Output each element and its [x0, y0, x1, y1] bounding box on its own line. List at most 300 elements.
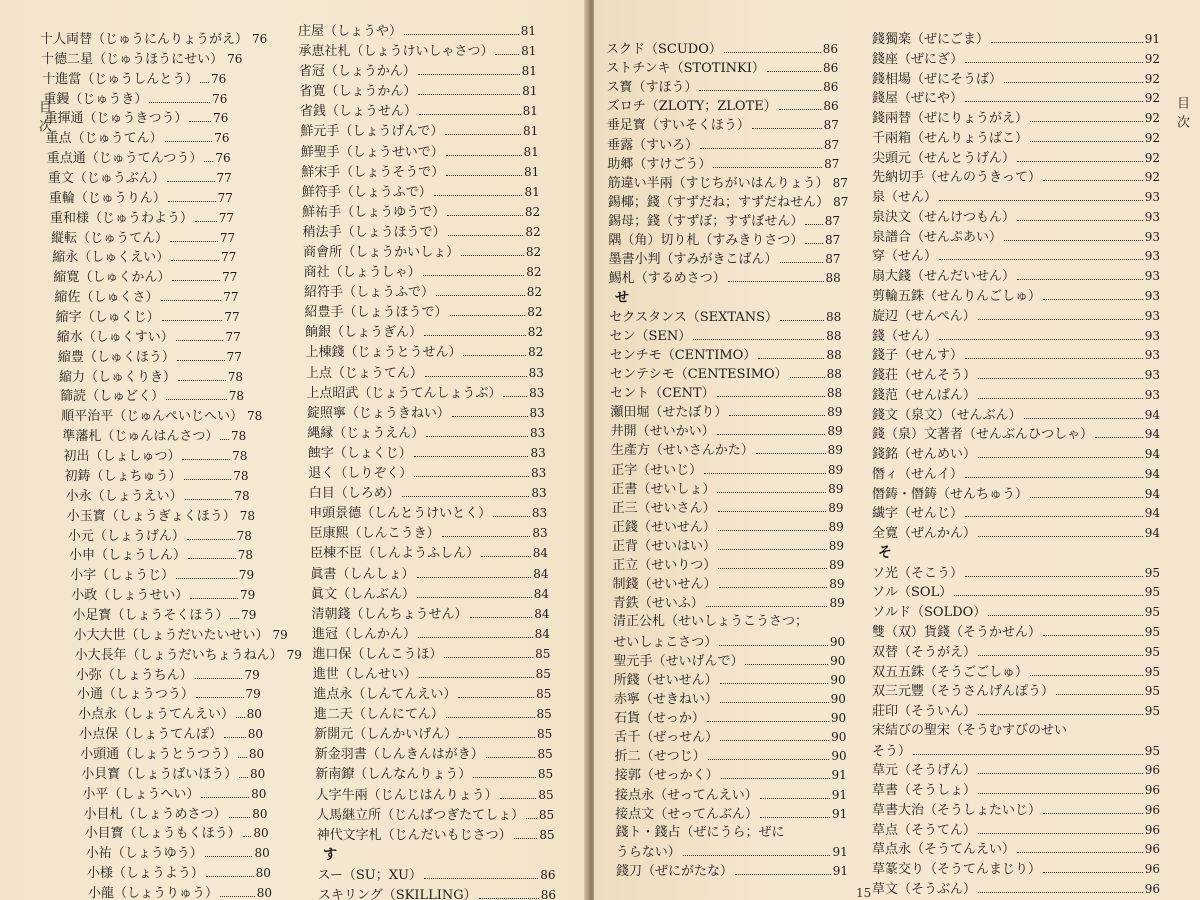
dot-leader	[444, 645, 533, 658]
index-entry	[872, 327, 1160, 345]
dot-leader	[238, 745, 247, 758]
dot-leader	[965, 50, 1143, 63]
index-entry	[53, 268, 237, 286]
entry-page-number: 82	[528, 345, 544, 360]
index-entry	[872, 485, 1160, 503]
dot-leader	[752, 116, 822, 129]
entry-page-number: 87	[823, 118, 839, 133]
entry-term: 清正公札（せいしょうこうさつ；	[612, 614, 808, 630]
index-entry	[872, 247, 1160, 265]
entry-term: 新金羽書（しんきんはがき）	[314, 747, 484, 763]
dot-leader	[780, 308, 824, 321]
index-entry	[872, 860, 1160, 878]
entry-term: 草篆交り（そうてんまじり）	[872, 862, 1042, 878]
entry-page-number: 80	[251, 786, 267, 801]
dot-leader	[436, 283, 525, 296]
entry-page-number: 85	[536, 707, 552, 722]
entry-page-number: 93	[1144, 288, 1160, 303]
index-entry	[608, 231, 840, 249]
entry-term: 正三（せいさん）	[611, 500, 716, 516]
entry-page-number: 89	[829, 577, 845, 592]
dot-leader	[954, 583, 1143, 596]
entry-page-number: 85	[535, 646, 551, 661]
dot-leader	[425, 364, 527, 377]
index-entry	[307, 424, 545, 442]
index-entry	[610, 365, 842, 383]
dot-leader	[978, 821, 1143, 834]
entry-term: 莊印（そういん）	[872, 704, 977, 720]
entry-page-number: 92	[1144, 150, 1160, 165]
entry-term: 正書（せいしょ）	[611, 481, 716, 497]
entry-term: ソルド（SOLDO）	[872, 605, 987, 621]
dot-leader	[442, 524, 531, 537]
entry-term: 井開（せいかい）	[610, 424, 715, 440]
entry-page-number: 96	[1144, 802, 1160, 817]
entry-term: 小点永（しょうてんえい）	[77, 707, 234, 723]
entry-term: 隅（角）切り札（すみきりさつ）	[608, 233, 804, 249]
entry-term: 生產方（せいさんかた）	[610, 443, 754, 459]
entry-term: 縄縁（じょうえん）	[307, 425, 425, 441]
entry-term: 双五五銖（そうごごしゅ）	[872, 664, 1029, 680]
entry-term: 小祐（しょうゆう）	[85, 846, 203, 862]
dot-leader	[176, 566, 237, 579]
side-label-left: 目次	[36, 100, 51, 138]
entry-page-number: 93	[1144, 229, 1160, 244]
index-entry	[610, 403, 842, 421]
entry-term: 旋辺（せんぺん）	[872, 308, 976, 324]
entry-term: セン（SEN）	[609, 328, 692, 344]
index-entry	[305, 323, 543, 341]
entry-term: 瀬田堀（せたぼり）	[610, 405, 728, 421]
dot-leader	[185, 487, 233, 500]
entry-page-number: 86	[540, 867, 556, 882]
dot-leader	[1030, 485, 1143, 498]
index-entry	[47, 149, 231, 167]
index-entry	[872, 524, 1160, 542]
entry-term: 準藩札（じゅんはんさつ）	[62, 429, 219, 445]
dot-leader	[172, 268, 220, 281]
entry-term: 縮永（しゅくえい）	[52, 250, 170, 266]
entry-term: 白目（しろめ）	[308, 486, 400, 502]
entry-term: 草元（そうげん）	[872, 763, 977, 779]
index-entry	[61, 407, 263, 425]
dot-leader	[704, 461, 826, 474]
index-entry	[872, 564, 1160, 582]
index-entry	[607, 193, 849, 211]
section-heading: す	[323, 846, 338, 863]
section-heading: せ	[615, 289, 630, 306]
entry-term: 臣棟不臣（しんようふしん）	[310, 546, 480, 562]
entry-term: 錢銘（せんめい）	[872, 447, 977, 463]
entry-page-number: 83	[531, 506, 548, 521]
entry-term: 鮮聖手（しょうせいで）	[300, 144, 444, 160]
entry-page-number: 92	[1144, 71, 1160, 86]
entry-term: 重鏝（じゅうき）	[43, 91, 148, 107]
entry-term: 商會所（しょうかいしょ）	[303, 245, 460, 261]
entry-page-number: 89	[828, 519, 844, 534]
dot-leader	[683, 843, 831, 856]
entry-page-number: 83	[530, 425, 546, 440]
entry-page-number: 83	[530, 445, 546, 460]
entry-term: 十進當（じゅうしんとう）	[42, 71, 199, 87]
entry-page-number: 83	[530, 466, 547, 481]
entry-term: 扇大錢（せんだいせん）	[872, 269, 1016, 285]
dot-leader	[195, 209, 217, 222]
entry-page-number: 80	[247, 727, 264, 742]
entry-page-number: 85	[537, 767, 554, 782]
index-entry	[872, 663, 1160, 681]
entry-page-number: 80	[256, 886, 272, 900]
entry-term: スクド（SCUDO）	[606, 42, 722, 57]
entry-term: スー（SU；XU）	[317, 867, 422, 883]
dot-leader	[1043, 168, 1143, 181]
index-entry	[615, 786, 847, 804]
dot-leader	[719, 633, 828, 646]
entry-page-number: 86	[540, 888, 556, 900]
entry-term: 紹符手（しょうふで）	[304, 285, 435, 301]
index-entry	[607, 116, 839, 134]
entry-page-number: 79	[245, 687, 261, 702]
dot-leader	[978, 880, 1143, 893]
dot-leader	[419, 665, 534, 678]
entry-page-number: 94	[1144, 506, 1160, 521]
entry-term: うらない）	[615, 844, 681, 860]
index-entry	[872, 702, 1160, 720]
index-entry	[49, 189, 233, 207]
entry-term: 草文（そうぶん）	[872, 882, 977, 897]
entry-page-number: 88	[825, 271, 841, 286]
entry-page-number: 95	[1144, 585, 1160, 600]
entry-page-number: 94	[1144, 526, 1160, 541]
entry-page-number: 86	[822, 61, 839, 76]
dot-leader	[721, 766, 830, 779]
entry-term: 縮力（しゅくりき）	[58, 369, 176, 385]
index-entry	[872, 70, 1160, 88]
index-entry	[607, 136, 839, 154]
index-entry	[613, 633, 845, 651]
entry-term: 接点永（せってんえい）	[615, 787, 758, 803]
entry-page-number: 89	[828, 481, 844, 496]
entry-page-number: 85	[536, 727, 553, 742]
index-entry	[612, 518, 844, 536]
index-entry	[299, 82, 537, 100]
entry-page-number: 78	[246, 409, 263, 424]
index-entry	[313, 685, 551, 703]
entry-page-number: 84	[533, 586, 550, 601]
dot-leader	[167, 169, 215, 182]
entry-page-number: 90	[830, 672, 846, 687]
dot-leader	[706, 594, 828, 607]
entry-term: 泉（せん）	[872, 190, 938, 206]
entry-page-number: 81	[522, 104, 538, 119]
entry-page-number: 93	[1144, 348, 1160, 363]
entry-page-number: 77	[216, 171, 232, 186]
index-entry	[606, 40, 838, 58]
entry-page-number: 95	[1144, 664, 1160, 679]
index-entry	[611, 480, 843, 498]
entry-page-number: 83	[529, 385, 545, 400]
index-entry	[872, 406, 1160, 424]
dot-leader	[184, 467, 232, 480]
entry-page-number: 89	[829, 596, 845, 611]
entry-page-number: 81	[523, 164, 540, 179]
entry-term: 進冠（しんかん）	[311, 626, 416, 642]
dot-leader	[171, 248, 219, 261]
entry-page-number: 89	[828, 558, 845, 573]
entry-page-number: 87	[823, 137, 840, 152]
dot-leader	[728, 269, 824, 282]
entry-page-number: 87	[825, 233, 841, 248]
index-entry	[310, 524, 548, 542]
dot-leader	[965, 504, 1143, 517]
index-entry	[300, 102, 538, 120]
entry-term: 小申（しょうしん）	[69, 548, 187, 564]
entry-term: 先納切手（せんのうきって）	[872, 170, 1042, 186]
dot-leader	[424, 323, 526, 336]
entry-term: 重揮通（じゅうきつう）	[44, 111, 188, 127]
index-entry	[872, 742, 1160, 760]
index-entry	[872, 307, 1160, 325]
entry-page-number: 79	[286, 647, 302, 662]
entry-page-number: 76	[213, 111, 229, 126]
index-entry	[303, 243, 541, 261]
entry-page-number: 79	[244, 667, 260, 682]
index-entry	[71, 586, 255, 604]
entry-term: 省寛（しょうかん）	[299, 84, 417, 100]
dot-leader	[493, 504, 530, 517]
entry-term: 折二（せつじ）	[614, 749, 706, 765]
index-entry	[609, 269, 841, 287]
entry-page-number: 84	[534, 606, 550, 621]
index-entry	[872, 603, 1160, 621]
entry-term: 上点（じょうてん）	[305, 365, 423, 381]
dot-leader	[724, 40, 821, 53]
entry-term: 省銭（しょうせん）	[299, 104, 417, 120]
index-entry	[308, 464, 546, 482]
entry-page-number: 96	[1144, 862, 1160, 877]
dot-leader	[1024, 406, 1143, 419]
dot-leader	[176, 328, 224, 341]
entry-page-number: 82	[524, 204, 541, 219]
entry-term: 草書（そうしょ）	[872, 783, 977, 799]
dot-leader	[178, 368, 226, 381]
dot-leader	[448, 223, 524, 236]
index-entry	[609, 308, 841, 326]
entry-term: 所錢（せいせん）	[613, 672, 718, 688]
dot-leader	[1056, 682, 1143, 695]
dot-leader	[190, 586, 238, 599]
index-entry	[318, 886, 556, 900]
index-entry	[612, 537, 844, 555]
entry-term: 僭ィ（せんイ）	[872, 466, 964, 482]
entry-page-number: 77	[222, 270, 238, 285]
index-entry	[76, 666, 260, 684]
entry-term: ストチンキ（STOTINKI）	[606, 61, 765, 77]
index-entry	[872, 188, 1160, 206]
entry-page-number: 91	[831, 768, 847, 783]
dot-leader	[486, 745, 536, 758]
dot-leader	[514, 826, 538, 839]
entry-page-number: 95	[1144, 565, 1160, 580]
entry-page-number: 77	[225, 329, 241, 344]
index-entry	[316, 806, 554, 824]
entry-term: 小大長年（しょうだいちょうねん）	[74, 647, 283, 663]
index-entry	[613, 613, 845, 631]
index-entry	[306, 384, 544, 402]
entry-term: 小弥（しょうちん）	[75, 667, 193, 683]
entry-term: 舌千（ぜっせん）	[614, 730, 719, 746]
entry-page-number: 77	[223, 290, 239, 305]
entry-term: 錫椰；錢（すずだね；すずだねせん）	[607, 194, 830, 210]
entry-page-number: 95	[1144, 743, 1160, 758]
entry-term: スキリング（SKILLING）	[318, 888, 477, 900]
dot-leader	[220, 884, 255, 897]
dot-leader	[526, 806, 537, 819]
dot-leader	[446, 705, 535, 718]
dot-leader	[188, 546, 236, 559]
index-entry	[315, 765, 553, 783]
entry-page-number: 92	[1144, 170, 1160, 185]
entry-page-number: 81	[523, 144, 539, 159]
dot-leader	[939, 188, 1143, 201]
entry-term: 新開元（しんかいげん）	[314, 727, 458, 743]
entry-page-number: 91	[831, 787, 848, 802]
dot-leader	[978, 366, 1143, 379]
entry-term: 聖元手（せいげんで）	[613, 653, 744, 669]
entry-page-number: 87	[824, 214, 841, 229]
dot-leader	[220, 427, 229, 440]
entry-term: 小元（しょうげん）	[67, 528, 185, 544]
index-entry	[611, 422, 843, 440]
entry-term: 錢荘（せんそう）	[872, 368, 977, 384]
index-entry	[301, 163, 539, 181]
index-entry	[872, 89, 1160, 107]
index-entry	[70, 566, 254, 584]
dot-leader	[230, 606, 239, 619]
index-entry	[307, 404, 545, 422]
dot-leader	[790, 365, 825, 378]
entry-term: 小足寳（しょうそくほう）	[72, 607, 229, 623]
index-entry	[313, 665, 551, 683]
index-entry	[614, 671, 846, 689]
entry-page-number: 79	[241, 607, 257, 622]
entry-term: 重点（じゅうてん）	[45, 131, 163, 147]
dot-leader	[717, 422, 826, 435]
dot-leader	[402, 484, 530, 497]
dot-leader	[756, 441, 826, 454]
dot-leader	[187, 527, 235, 540]
index-entry	[872, 445, 1160, 463]
entry-page-number: 80	[248, 746, 265, 761]
entry-page-number: 94	[1144, 486, 1160, 501]
index-entry	[872, 465, 1160, 483]
entry-page-number: 81	[524, 184, 540, 199]
entry-page-number: 86	[822, 42, 838, 56]
index-entry	[608, 212, 840, 230]
entry-page-number: 77	[226, 349, 242, 364]
index-entry	[316, 786, 554, 804]
index-entry	[87, 864, 271, 882]
dot-leader	[1004, 228, 1143, 241]
dot-leader	[177, 348, 225, 361]
entry-term: 錢文（泉文）（せんぶん）	[872, 407, 1022, 423]
entry-page-number: 82	[527, 325, 543, 340]
entry-term: 小様（しょうよう）	[86, 866, 204, 882]
index-entry	[72, 606, 256, 624]
entry-page-number: 82	[526, 285, 543, 300]
entry-page-number: 96	[1144, 783, 1160, 798]
entry-term: 餉銀（しょうぎん）	[304, 325, 422, 341]
entry-term: 清朝錢（しんちょうせん）	[311, 606, 468, 622]
dot-leader	[500, 786, 537, 799]
index-entry	[607, 174, 848, 192]
index-entry	[607, 97, 839, 115]
entry-term: 初出（しょしゅつ）	[63, 449, 181, 465]
index-entry	[315, 745, 553, 763]
entry-term: 小龍（しょうりゅう）	[88, 886, 219, 900]
entry-page-number: 77	[220, 250, 237, 265]
index-entry	[51, 229, 235, 247]
entry-page-number: 87	[832, 175, 848, 190]
entry-term: 錢相場（ぜにそうば）	[872, 71, 1003, 87]
index-entry	[311, 565, 549, 583]
index-entry	[872, 722, 1160, 740]
index-entry	[309, 484, 547, 502]
index-entry	[77, 685, 261, 703]
entry-term: 紹豊手（しょうほうで）	[304, 305, 448, 321]
entry-term: 進点永（しんてんえい）	[313, 687, 457, 703]
entry-page-number: 84	[533, 566, 549, 581]
entry-term: 接郭（せっかく）	[614, 768, 719, 784]
entry-page-number: 83	[531, 486, 547, 501]
dot-leader	[720, 728, 829, 741]
entry-page-number: 80	[253, 826, 269, 841]
entry-page-number: 96	[1144, 882, 1160, 896]
entry-page-number: 85	[538, 807, 555, 822]
entry-page-number: 93	[1144, 368, 1160, 383]
dot-leader	[1043, 801, 1143, 814]
entry-page-number: 93	[1144, 269, 1160, 284]
index-entry	[872, 840, 1160, 858]
left-page	[0, 0, 588, 900]
index-entry	[312, 645, 550, 663]
entry-term: 人字牛兩（じんじはんりょう）	[315, 787, 498, 803]
dot-leader	[745, 652, 828, 665]
entry-term: 双替（そうがえ）	[872, 644, 977, 660]
index-entry	[52, 248, 236, 266]
index-entry	[66, 507, 256, 525]
index-entry	[872, 168, 1160, 186]
entry-page-number: 78	[232, 449, 248, 464]
index-entry	[59, 368, 243, 386]
index-entry	[58, 348, 242, 366]
dot-leader	[236, 705, 245, 718]
index-entry	[611, 441, 843, 459]
entry-page-number: 94	[1144, 427, 1160, 442]
entry-term: 小政（しょうせい）	[71, 588, 189, 604]
entry-term: 眞文（しんぶん）	[311, 586, 416, 602]
index-entry	[85, 824, 269, 842]
dot-leader	[965, 346, 1143, 359]
index-entry	[65, 467, 249, 485]
dot-leader	[503, 384, 527, 397]
index-entry	[78, 705, 262, 723]
entry-term: 進口保（しんこうほ）	[312, 646, 443, 662]
entry-page-number: 90	[831, 749, 847, 764]
entry-term: 重点通（じゅうてんつう）	[46, 151, 203, 167]
index-entry	[872, 30, 1160, 48]
dot-leader	[965, 89, 1143, 102]
